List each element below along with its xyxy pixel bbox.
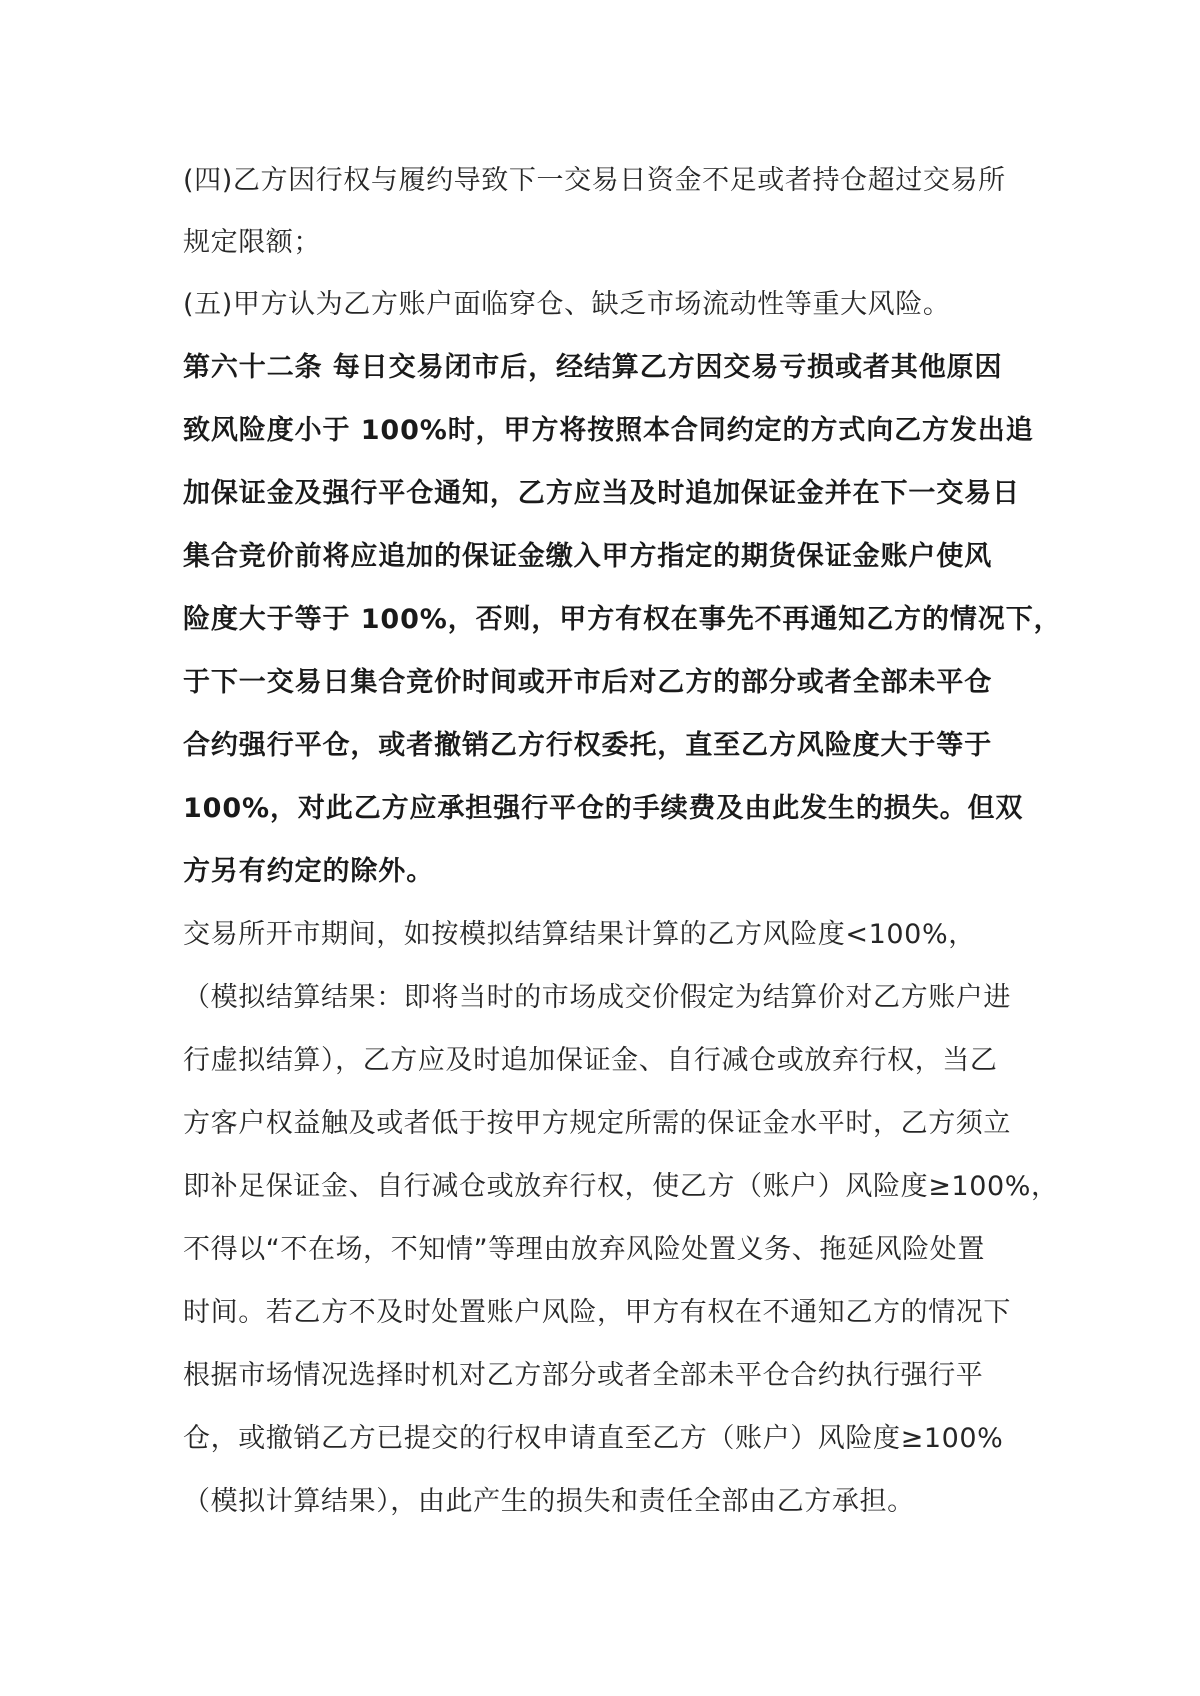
article-62-line-8: 100%，对此乙方应承担强行平仓的手续费及由此发生的损失。但双 xyxy=(183,793,1024,824)
article-62-line-1: 第六十二条 每日交易闭市后，经结算乙方因交易亏损或者其他原因 xyxy=(183,352,1003,383)
article-62-line-2: 致风险度小于 100%时，甲方将按照本合同约定的方式向乙方发出追 xyxy=(183,415,1034,446)
intraday-line-9: 仓，或撤销乙方已提交的行权申请直至乙方（账户）风险度≥100% xyxy=(183,1423,1004,1454)
intraday-line-7: 时间。若乙方不及时处置账户风险，甲方有权在不通知乙方的情况下 xyxy=(183,1297,1011,1328)
article-62-line-5: 险度大于等于 100%，否则，甲方有权在事先不再通知乙方的情况下， xyxy=(183,604,1062,635)
intraday-line-1: 交易所开市期间，如按模拟结算结果计算的乙方风险度<100%， xyxy=(183,919,976,950)
clause-5-line: (五)甲方认为乙方账户面临穿仓、缺乏市场流动性等重大风险。 xyxy=(183,289,951,320)
intraday-line-2: （模拟结算结果：即将当时的市场成交价假定为结算价对乙方账户进 xyxy=(183,982,1011,1013)
clause-4-line-1: (四)乙方因行权与履约导致下一交易日资金不足或者持仓超过交易所 xyxy=(183,165,1006,196)
article-62-line-3: 加保证金及强行平仓通知，乙方应当及时追加保证金并在下一交易日 xyxy=(183,478,1020,509)
intraday-line-10: （模拟计算结果），由此产生的损失和责任全部由乙方承担。 xyxy=(183,1486,915,1517)
article-62-line-4: 集合竞价前将应追加的保证金缴入甲方指定的期货保证金账户使风 xyxy=(183,541,993,572)
intraday-line-4: 方客户权益触及或者低于按甲方规定所需的保证金水平时，乙方须立 xyxy=(183,1108,1011,1139)
intraday-line-6: 不得以“不在场，不知情”等理由放弃风险处置义务、拖延风险处置 xyxy=(183,1234,985,1265)
intraday-line-3: 行虚拟结算），乙方应及时追加保证金、自行减仓或放弃行权，当乙 xyxy=(183,1045,998,1076)
clause-4-line-2: 规定限额； xyxy=(183,227,321,258)
article-62-line-6: 于下一交易日集合竞价时间或开市后对乙方的部分或者全部未平仓 xyxy=(183,667,993,698)
intraday-line-8: 根据市场情况选择时机对乙方部分或者全部未平仓合约执行强行平 xyxy=(183,1360,984,1391)
intraday-line-5: 即补足保证金、自行减仓或放弃行权，使乙方（账户）风险度≥100%， xyxy=(183,1171,1059,1202)
article-62-line-7: 合约强行平仓，或者撤销乙方行权委托，直至乙方风险度大于等于 xyxy=(183,730,993,761)
article-62-line-9: 方另有约定的除外。 xyxy=(183,856,435,887)
